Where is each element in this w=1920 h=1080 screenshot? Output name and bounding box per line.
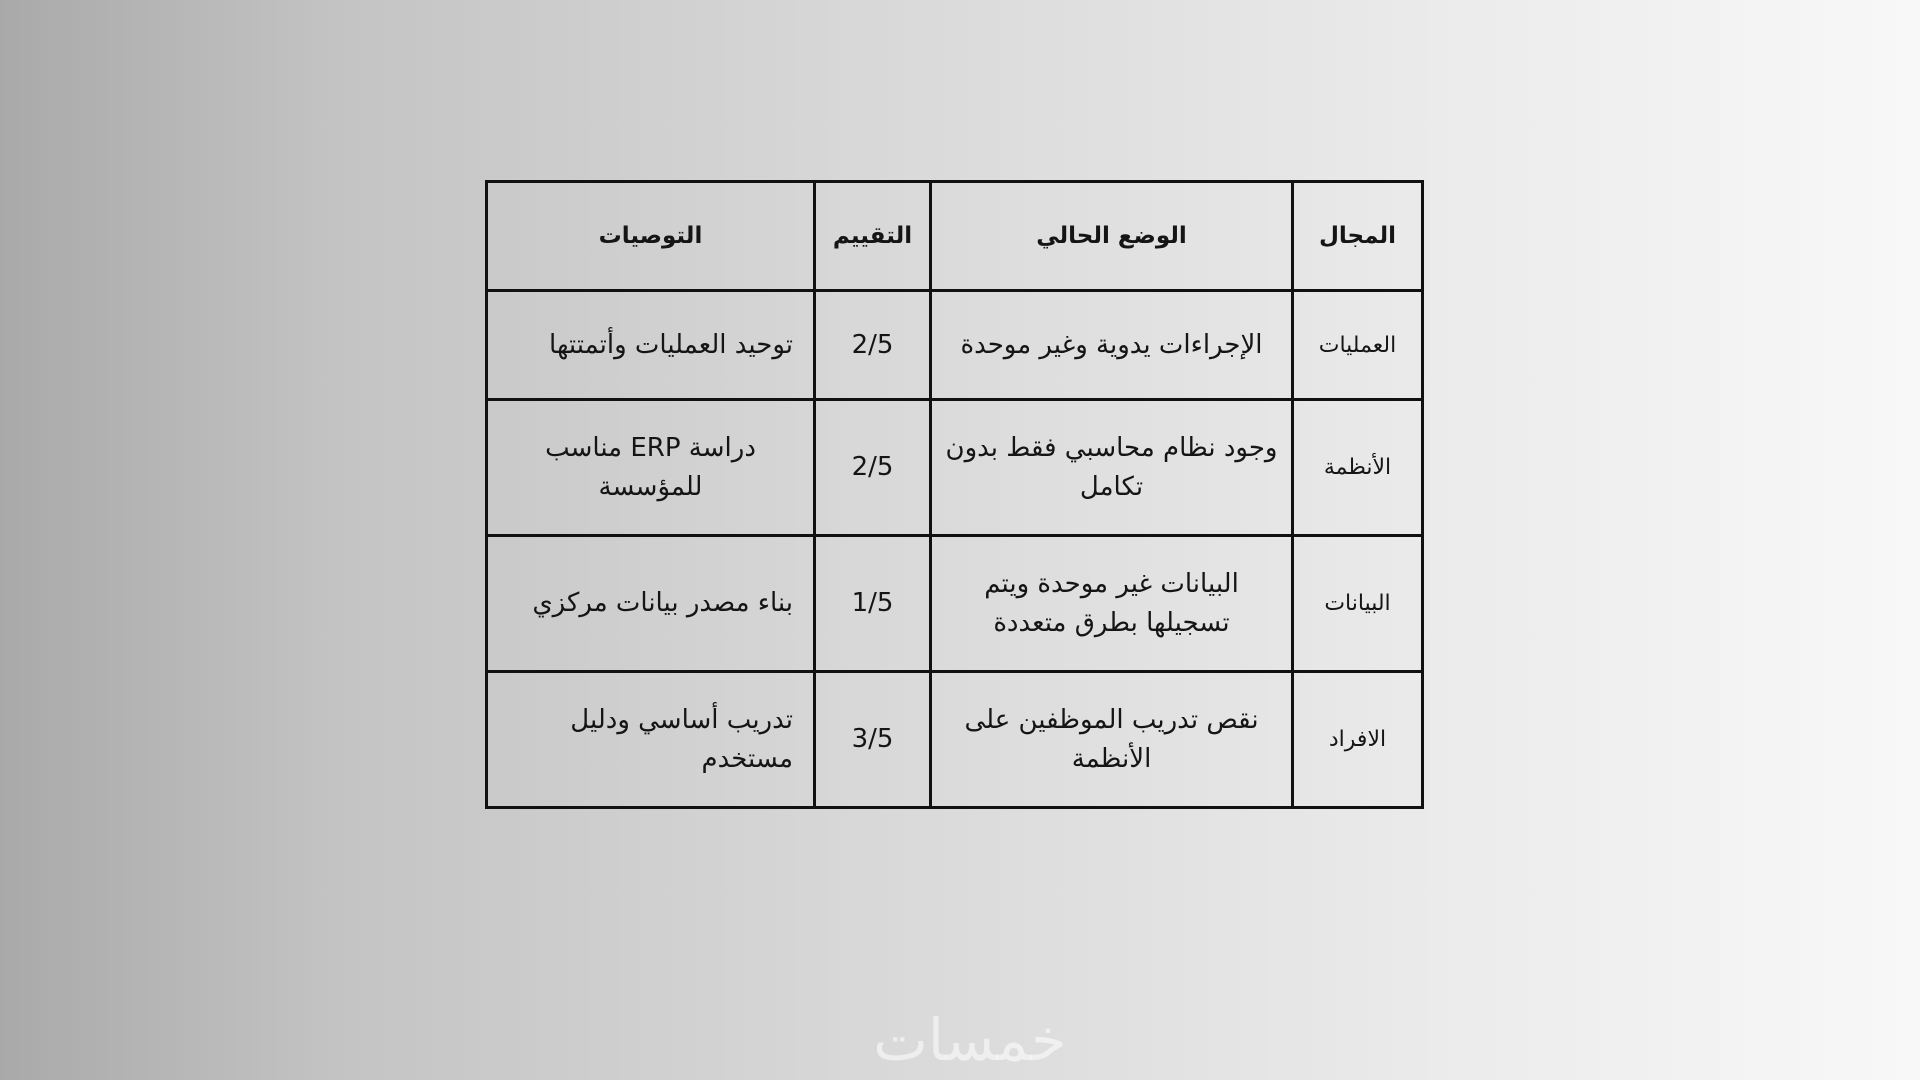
row-field: الأنظمة bbox=[1293, 400, 1423, 536]
table-row bbox=[487, 672, 1423, 808]
row-field: الافراد bbox=[1293, 672, 1423, 808]
assessment-table bbox=[485, 180, 1424, 809]
table-row bbox=[487, 400, 1423, 536]
row-rating: 1/5 bbox=[815, 536, 931, 672]
row-rating: 2/5 bbox=[815, 400, 931, 536]
assessment-table-container bbox=[485, 180, 1421, 802]
header-status: الوضع الحالي bbox=[931, 182, 1293, 291]
row-recommendation: تدريب أساسي ودليل مستخدم bbox=[487, 672, 815, 808]
row-recommendation: دراسة ERP مناسب للمؤسسة bbox=[487, 400, 815, 536]
header-recommendations: التوصيات bbox=[487, 182, 815, 291]
watermark-logo: خمسات bbox=[873, 1006, 1067, 1074]
row-status: الإجراءات يدوية وغير موحدة bbox=[931, 291, 1293, 400]
row-status: البيانات غير موحدة ويتم تسجيلها بطرق متعددة bbox=[931, 536, 1293, 672]
row-rating: 2/5 bbox=[815, 291, 931, 400]
row-recommendation: بناء مصدر بيانات مركزي bbox=[487, 536, 815, 672]
row-rating: 3/5 bbox=[815, 672, 931, 808]
header-field: المجال bbox=[1293, 182, 1423, 291]
row-field: العمليات bbox=[1293, 291, 1423, 400]
table-row bbox=[487, 536, 1423, 672]
row-field: البيانات bbox=[1293, 536, 1423, 672]
table-header-row bbox=[487, 182, 1423, 291]
row-status: وجود نظام محاسبي فقط بدون تكامل bbox=[931, 400, 1293, 536]
row-status: نقص تدريب الموظفين على الأنظمة bbox=[931, 672, 1293, 808]
row-recommendation: توحيد العمليات وأتمتتها bbox=[487, 291, 815, 400]
header-rating: التقييم bbox=[815, 182, 931, 291]
table-row bbox=[487, 291, 1423, 400]
